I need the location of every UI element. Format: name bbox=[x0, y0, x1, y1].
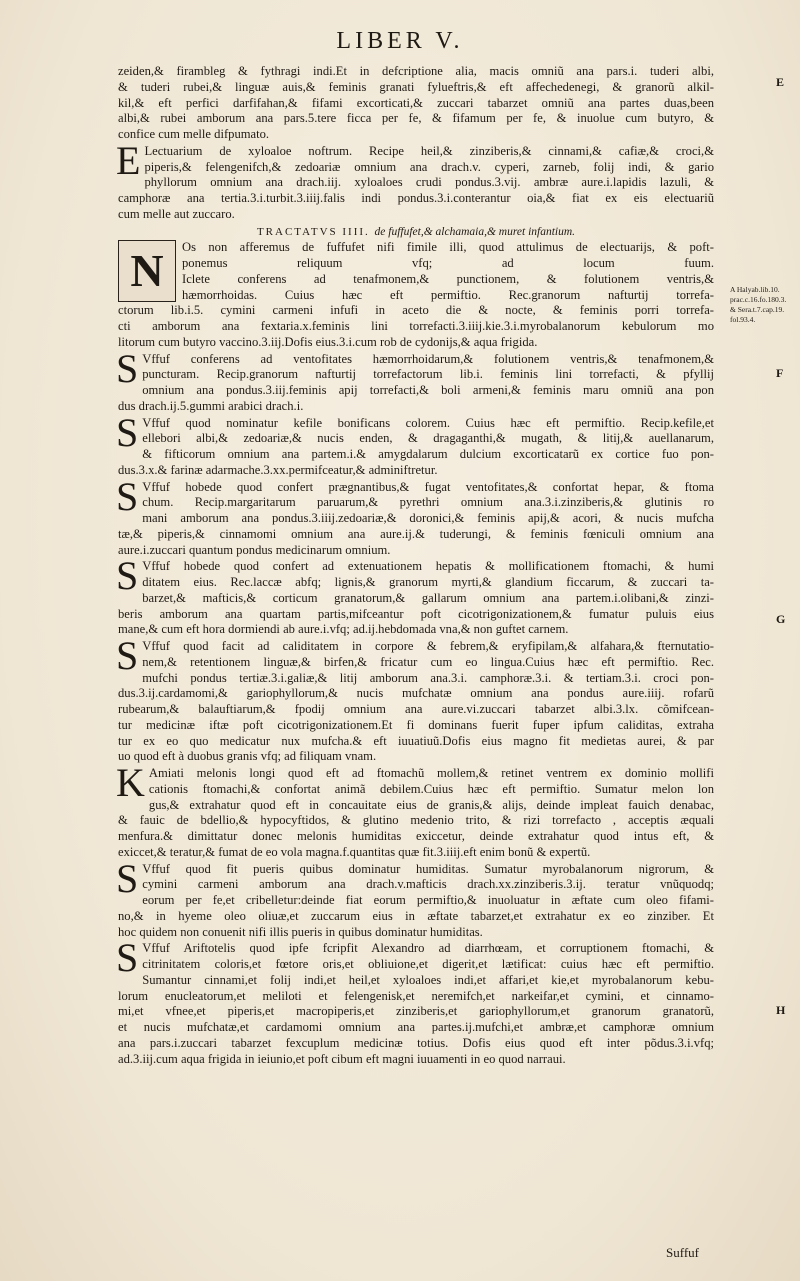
text-line: dus.3.ij.cardamomi,& gariophyllorum,& nucis mufchatæ omnium ana pondus aure.iiij. rofarũ bbox=[118, 686, 714, 701]
text-line: no,& in hyeme oleo oliuæ,et zuccarum eius in æftate tabarzet,et extrahatur ex eo zinziber. Et bbox=[118, 908, 714, 923]
text-line: menfura.& dimittatur donec melonis humiditas exiccetur, deinde extrahatur quod intus eft, & bbox=[118, 829, 714, 843]
text-line: piperis,& felengenifch,& zedoariæ omnium ana drach.v. cyperi, zarneb, folij indi, & gario bbox=[144, 159, 714, 174]
text-line: Os non afferemus de fuffufet nifi fimile illi, quod attulimus de electuarijs, & poft- bbox=[182, 240, 714, 255]
text-line: & fauic de bdellio,& hypocyftidos, & glutino medenio trito, & rizi torrefacto , acceptis æquali bbox=[118, 813, 714, 828]
marginal-note-line: fol.93.4. bbox=[730, 315, 756, 324]
text-line: hoc quidem non conuenit nifi illis pueris in quibus dominatur humiditas. bbox=[118, 924, 483, 939]
text-line: & fifticorum omnium ana partem.i.& amygdalarum dulcium excorticatarũ ex cortice fuo pon- bbox=[142, 447, 714, 461]
initial-letter: S bbox=[116, 553, 139, 599]
paragraph bbox=[118, 240, 714, 350]
text-line: ad.3.iij.cum aqua frigida in ieiunio,et poft cibum eft magni iuuamenti in eo quod narraui. bbox=[118, 1051, 566, 1066]
paragraph bbox=[116, 633, 714, 765]
catchword: Suffuf bbox=[666, 1245, 699, 1260]
text-line: Vffuf quod nominatur kefile bonificans colorem. Cuius hæc eft permiftio. Recip.kefile,et bbox=[142, 415, 714, 430]
text-line: cti amborum ana fextaria.x.feminis lini torrefacti.3.iiij.kie.3.i.myrobalanorum kebulorum mo bbox=[118, 319, 714, 333]
text-line: cationis ftomachi,& confortat animã debilem.Cuius hæc eft permiftio. Sumatur melon lon bbox=[148, 781, 714, 796]
text-line: phyllorum omnium ana drach.iij. xyloaloes crudi pondus.3.vij. ambræ aure.i.lapidis lazuli, & bbox=[144, 175, 714, 190]
tractatus-heading bbox=[118, 224, 714, 240]
text-line: Vffuf hobede quod confert ad extenuationem hepatis & mollificationem ftomachi, & humi bbox=[142, 559, 714, 574]
text-line: hæmorrhoidas. Cuius hæc eft permiftio. Rec.granorum nafturtij torrefa- bbox=[182, 287, 714, 302]
text-line: omnium ana pondus.3.iij.feminis apij torrefacti,& boli armeni,& feminis maru omniũ ana pon bbox=[142, 383, 714, 397]
marginal-note-line: prac.c.16.fo.180.3. bbox=[730, 295, 787, 304]
text-line: gus,& extrahatur quod eft in concauitate eius de granis,& alijs, deinde impleat fauich denabac, bbox=[148, 797, 714, 812]
text-line: ellebori albi,& zedoariæ,& nucis enden, & dragaganthi,& mugath, & litij,& auellanarum, bbox=[142, 431, 714, 446]
margin-letter-f: F bbox=[776, 366, 784, 380]
text-line: Lectuarium de xyloaloe noftrum. Recipe heil,& zinziberis,& cinnami,& cafiæ,& croci,& bbox=[144, 143, 714, 158]
text-line: camphoræ ana tertia.3.i.turbit.3.iiij.falis indi pondus.3.i.conterantur oia,& fiat ex eis electuariũ bbox=[118, 191, 714, 205]
text-line: rubearum,& balauftiarum,& fpodij omnium ana aure.vi.zuccari tabarzet albi.3.lx. cõmifcean- bbox=[118, 702, 714, 716]
text-line: confice cum melle difpumato. bbox=[118, 127, 270, 141]
text-line: Sumantur cinnami,et folij indi,et heil,et xyloaloes indi,et affari,et kie,et myrobalanorum kebu- bbox=[142, 972, 714, 987]
paragraph bbox=[116, 760, 714, 861]
text-line: citrinitatem coloris,et fœtore oris,et obliuione,et digerit,et lætificat: cuius hæc eft permiftio. bbox=[142, 957, 714, 971]
decorated-initial-letter: N bbox=[130, 245, 164, 297]
decorated-initial bbox=[118, 240, 176, 302]
marginal-note-line: & Sera.t.7.cap.19. bbox=[730, 305, 785, 314]
marginal-note-line: A Halyab.lib.10. bbox=[730, 285, 780, 294]
text-line: litorum cum butyro vaccino.3.iij.Dofis eius.3.i.cum rob de cydonijs,& aqua frigida. bbox=[118, 334, 538, 349]
text-line: Vffuf conferens ad ventofitates hæmorrhoidarum,& folutionem ventris,& tenafmonem,& bbox=[142, 351, 714, 366]
text-line: barzet,& mafticis,& corticum granatorum,& gallarum omnium ana partem.i.olibani,& zinzi- bbox=[142, 590, 714, 605]
text-line: tur ex eo quo medicatur nux mufcha.& eft iuuatiuũ.Dofis eius magno fit medietas aurei, & par bbox=[118, 733, 714, 748]
text-body bbox=[118, 64, 714, 1068]
text-line: & tuderi rubei,& linguæ auis,& feminis granati fylueftris,& eft affechedenegi, & granorũ alkil- bbox=[118, 79, 714, 94]
margin-letter-h: H bbox=[776, 1003, 786, 1017]
paragraph bbox=[118, 224, 714, 240]
text-line: dus drach.ij.5.gummi arabici drach.i. bbox=[118, 398, 304, 413]
text-line: eorum per fe,et cribelletur:deinde fiat eorum permiftio,& inuoluatur in æftate cum oleo fifami- bbox=[142, 893, 714, 907]
marginal-note bbox=[730, 285, 796, 325]
initial-letter: S bbox=[116, 633, 139, 678]
text-line: ctorum lib.i.5. cymini carmeni infufi in aceto die & nocte, & feminis porri torrefa- bbox=[118, 303, 714, 318]
text-line: zeiden,& firambleg & fythragi indi.Et in defcriptione alia, macis omniũ ana pars.i. tuderi albi, bbox=[118, 64, 714, 78]
tractatus-subtitle: de fuffufet,& alchamaia,& muret infantium. bbox=[374, 225, 576, 238]
text-line: Iclete conferens ad tenafmonem,& punctionem, & folutionem ventris,& bbox=[182, 271, 714, 286]
text-line: ponemus reliquum vfq; ad locum fuum. bbox=[182, 256, 714, 270]
text-line: chum. Recip.margaritarum paruarum,& pyrethri omnium ana.3.i.zinziberis,& glutinis ro bbox=[142, 495, 714, 510]
text-line: aure.i.zuccari quantum pondus medicinarum omnium. bbox=[118, 542, 391, 557]
text-line: ana pars.i.zuccari tabarzet fexcuplum medicinæ totius. Dofis eius quod eft inter põdus.3.i.vfq; bbox=[118, 1035, 714, 1050]
tractatus-title: TRACTATVS IIII. bbox=[256, 225, 375, 238]
text-line: mane,& cum eft hora dormiendi ab aure.i.vfq; ad.ij.hebdomada vna,& non guftet carnem. bbox=[118, 622, 569, 637]
text-line: Vffuf quod facit ad caliditatem in corpore & febrem,& eryfipilam,& alfahara,& fternutatio- bbox=[142, 639, 714, 653]
paragraph bbox=[116, 935, 714, 1067]
paragraph bbox=[116, 473, 714, 559]
text-line: mani amborum ana pondus.3.iiij.zedoariæ,& doronici,& feminis apij,& acori, & nucis mufcha bbox=[142, 511, 714, 525]
paragraph bbox=[116, 553, 714, 638]
initial-letter: E bbox=[116, 137, 141, 183]
initial-letter: S bbox=[116, 345, 139, 391]
text-line: beris amborum ana quartam partis,mifceantur poft cicotrigonizationem,& fumatur puluis eius bbox=[118, 606, 714, 621]
text-line: uo quod eft à duobus granis vfq; ad filiquam vnam. bbox=[118, 749, 377, 764]
text-line: exiccet,& teratur,& fumat de eo vola magna.f.quantitas quæ fit.3.iiij.eft enim bonũ & expertũ. bbox=[118, 844, 591, 859]
text-line: nem,& retentionem linguæ,& birfen,& fricatur cum eo lingua.Cuius hæc eft permiftio. Rec. bbox=[142, 654, 714, 669]
paragraph bbox=[116, 345, 714, 415]
text-line: mufchi pondus tertiæ.3.i.galiæ,& litij amborum ana.3.i. camphoræ.3.i. & tertiam.3.i. croci pon- bbox=[142, 670, 714, 685]
text-line: Vffuf quod fit pueris quibus dominatur humiditas. Sumatur myrobalanorum nigrorum, & bbox=[142, 861, 714, 876]
text-line: cymini carmeni amborum ana drach.v.mafticis drach.xx.zinziberis.3.ij. teratur vnũquodq; bbox=[142, 877, 714, 892]
text-line: tur medicinæ iftæ poft cicotrigonizationem.Et fi dominans fuerit fuper ipfum caliditas, extraha bbox=[118, 717, 714, 732]
running-head: LIBER V. bbox=[336, 28, 464, 54]
text-line: lorum enucleatorum,et meliloti et felengenisk,et neremifch,et narkeifar,et cymini, et cinnamo- bbox=[118, 988, 714, 1003]
text-line: albi,& rubei amborum ana pars.5.tere ficca per fe, & fifamum per fe, & inuolue cum butyro, & bbox=[118, 111, 714, 126]
margin-letter-e: E bbox=[776, 75, 785, 89]
text-line: kil,& eft perfici darfifahan,& fifami excorticati,& zuccari tabarzet omniũ ana partes duas,been bbox=[118, 95, 714, 110]
initial-letter: S bbox=[116, 473, 139, 519]
initial-letter: S bbox=[116, 935, 139, 981]
margin-letter-g: G bbox=[776, 612, 786, 626]
text-line: et nucis mufchatæ,et cardamomi omnium ana partes.ij.mufchi,et ambræ,et camphoræ omnium bbox=[118, 1020, 714, 1034]
text-line: mi,et vfnee,et piperis,et macropiperis,et zinziberis,et gariophyllorum,et granorum granatorũ, bbox=[118, 1004, 714, 1019]
initial-letter: S bbox=[116, 409, 139, 455]
text-line: tæ,& piperis,& cinnamomi omnium ana aure.ij.& tuderungi, & feminis fœniculi omnium ana bbox=[118, 526, 714, 541]
initial-letter: S bbox=[116, 855, 139, 901]
text-line: Vffuf Ariftotelis quod ipfe fcripfit Alexandro ad diarrhœam, et corruptionem ftomachi, & bbox=[142, 941, 714, 956]
paragraph bbox=[118, 64, 714, 143]
paragraph bbox=[116, 855, 714, 941]
text-line: puncturam. Recip.granorum nafturtij torrefactorum lib.i. feminis lini torrefacti, & pfyllij bbox=[142, 367, 714, 382]
initial-letter: K bbox=[116, 760, 145, 805]
text-line: dus.3.x.& farinæ adarmache.3.xx.permifceatur,& adminiftretur. bbox=[118, 462, 438, 477]
text-line: Vffuf hobede quod confert prægnantibus,& fugat ventofitates,& confortat hepar, & ftoma bbox=[142, 479, 714, 494]
paragraph bbox=[116, 409, 714, 479]
text-line: ditatem eius. Rec.laccæ abfq; lignis,& granorum myrti,& glandium ficcarum, & zuccari ta- bbox=[142, 575, 714, 589]
paragraph bbox=[116, 137, 714, 223]
text-line: cum melle aut zuccaro. bbox=[118, 206, 235, 221]
text-line: Amiati melonis longi quod eft ad ftomachũ mollem,& retinet ventrem ex dominio mollifi bbox=[148, 766, 714, 780]
